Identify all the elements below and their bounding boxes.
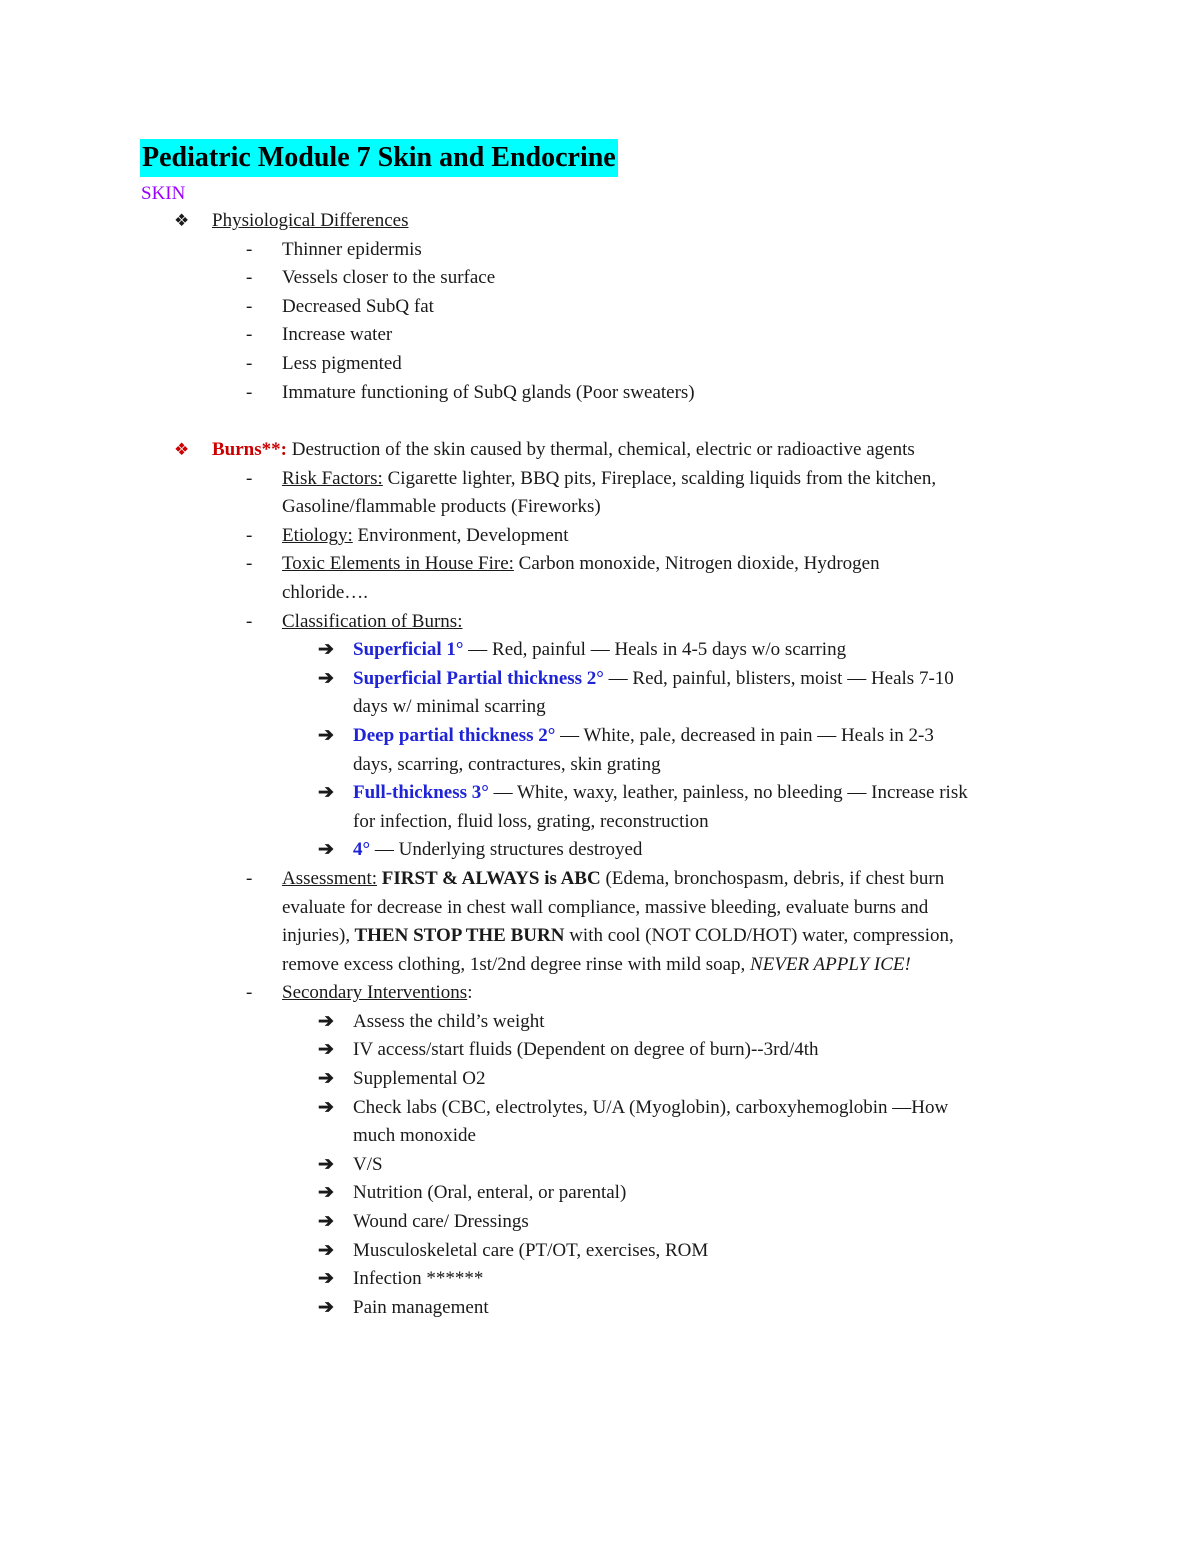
arrow-bullet-icon: ➔: [318, 1068, 334, 1090]
diamond-bullet-icon: ❖: [174, 440, 190, 459]
intervention-item: ➔ Infection ******: [0, 1265, 1200, 1294]
burn-class-item: ➔ Deep partial thickness 2° — White, pale, decreased in pain — Heals in 2-3: [0, 722, 1200, 751]
intervention-item: ➔ Assess the child’s weight: [0, 1008, 1200, 1037]
list-item-continuation: Gasoline/flammable products (Fireworks): [282, 496, 601, 518]
classification-label: Classification of Burns:: [282, 610, 463, 632]
list-item: - Decreased SubQ fat: [0, 293, 1200, 322]
dash-bullet-icon: -: [246, 982, 253, 1004]
toxic-elements-label: Toxic Elements in House Fire:: [282, 553, 514, 575]
intervention-item: ➔ Musculoskeletal care (PT/OT, exercises, ROM: [0, 1237, 1200, 1266]
burns-block: [0, 436, 1200, 1322]
list-item: - Less pigmented: [0, 350, 1200, 379]
list-item: - Risk Factors: Cigarette lighter, BBQ pits, Fireplace, scalding liquids from the kitchen,: [0, 465, 1200, 494]
list-item: - Toxic Elements in House Fire: Carbon monoxide, Nitrogen dioxide, Hydrogen: [0, 550, 1200, 579]
list-item-continuation: much monoxide: [353, 1125, 476, 1147]
intervention-item: ➔ Supplemental O2: [0, 1065, 1200, 1094]
dash-bullet-icon: -: [246, 381, 253, 403]
dash-bullet-icon: -: [246, 524, 253, 546]
intervention-item: ➔ IV access/start fluids (Dependent on degree of burn)--3rd/4th: [0, 1036, 1200, 1065]
list-item: - Vessels closer to the surface: [0, 264, 1200, 293]
dash-bullet-icon: -: [246, 267, 253, 289]
dash-bullet-icon: -: [246, 867, 253, 889]
physiological-differences-block: [0, 207, 1200, 407]
dash-bullet-icon: -: [246, 553, 253, 575]
arrow-bullet-icon: ➔: [318, 639, 334, 661]
burns-definition: Destruction of the skin caused by thermal, chemical, electric or radioactive agents: [286, 439, 915, 460]
arrow-bullet-icon: ➔: [318, 1296, 334, 1318]
dash-bullet-icon: -: [246, 467, 253, 489]
list-item-continuation: days, scarring, contractures, skin grating: [353, 753, 661, 775]
physiological-differences-heading: Physiological Differences: [212, 210, 409, 231]
list-item: - Increase water: [0, 321, 1200, 350]
burn-class-item: ➔ 4° — Underlying structures destroyed: [0, 836, 1200, 865]
list-item-continuation: days w/ minimal scarring: [353, 696, 546, 718]
page-title: Pediatric Module 7 Skin and Endocrine: [140, 139, 618, 177]
arrow-bullet-icon: ➔: [318, 1239, 334, 1261]
dash-bullet-icon: -: [246, 295, 253, 317]
intervention-item: ➔ V/S: [0, 1151, 1200, 1180]
arrow-bullet-icon: ➔: [318, 1211, 334, 1233]
burns-heading: Burns**:: [212, 439, 287, 460]
arrow-bullet-icon: ➔: [318, 839, 334, 861]
arrow-bullet-icon: ➔: [318, 667, 334, 689]
arrow-bullet-icon: ➔: [318, 1268, 334, 1290]
arrow-bullet-icon: ➔: [318, 1039, 334, 1061]
list-item-continuation: for infection, fluid loss, grating, reconstruction: [353, 810, 709, 832]
dash-bullet-icon: -: [246, 238, 253, 260]
list-item-continuation: evaluate for decrease in chest wall compliance, massive bleeding, evaluate burns and: [282, 896, 929, 918]
arrow-bullet-icon: ➔: [318, 1182, 334, 1204]
list-item: - Secondary Interventions:: [0, 979, 1200, 1008]
arrow-bullet-icon: ➔: [318, 782, 334, 804]
etiology-label: Etiology:: [282, 524, 353, 546]
burn-class-item: ➔ Superficial 1° — Red, painful — Heals in 4-5 days w/o scarring: [0, 636, 1200, 665]
intervention-item: ➔ Wound care/ Dressings: [0, 1208, 1200, 1237]
arrow-bullet-icon: ➔: [318, 1010, 334, 1032]
secondary-interventions-label: Secondary Interventions: [282, 982, 468, 1004]
intervention-item: ➔ Check labs (CBC, electrolytes, U/A (Myoglobin), carboxyhemoglobin —How: [0, 1094, 1200, 1123]
section-heading-skin: SKIN: [141, 183, 186, 204]
list-item-continuation: remove excess clothing, 1st/2nd degree rinse with mild soap, NEVER APPLY ICE!: [282, 953, 911, 975]
list-item: - Immature functioning of SubQ glands (Poor sweaters): [0, 379, 1200, 408]
list-item: - Etiology: Environment, Development: [0, 522, 1200, 551]
diamond-bullet-icon: ❖: [174, 211, 190, 230]
intervention-item: ➔ Pain management: [0, 1294, 1200, 1323]
list-item: - Assessment: FIRST & ALWAYS is ABC (Edema, bronchospasm, debris, if chest burn: [0, 865, 1200, 894]
arrow-bullet-icon: ➔: [318, 1153, 334, 1175]
arrow-bullet-icon: ➔: [318, 1096, 334, 1118]
assessment-label: Assessment:: [282, 867, 377, 889]
intervention-item: ➔ Nutrition (Oral, enteral, or parental): [0, 1179, 1200, 1208]
dash-bullet-icon: -: [246, 352, 253, 374]
burn-class-item: ➔ Full-thickness 3° — White, waxy, leather, painless, no bleeding — Increase risk: [0, 779, 1200, 808]
risk-factors-label: Risk Factors:: [282, 467, 383, 489]
dash-bullet-icon: -: [246, 610, 253, 632]
list-item-continuation: chloride….: [282, 581, 369, 603]
list-item-continuation: injuries), THEN STOP THE BURN with cool (NOT COLD/HOT) water, compression,: [282, 925, 954, 947]
dash-bullet-icon: -: [246, 324, 253, 346]
list-item: [0, 608, 1200, 637]
burn-class-item: ➔ Superficial Partial thickness 2° — Red, painful, blisters, moist — Heals 7-10: [0, 665, 1200, 694]
arrow-bullet-icon: ➔: [318, 724, 334, 746]
list-item: - Thinner epidermis: [0, 236, 1200, 265]
